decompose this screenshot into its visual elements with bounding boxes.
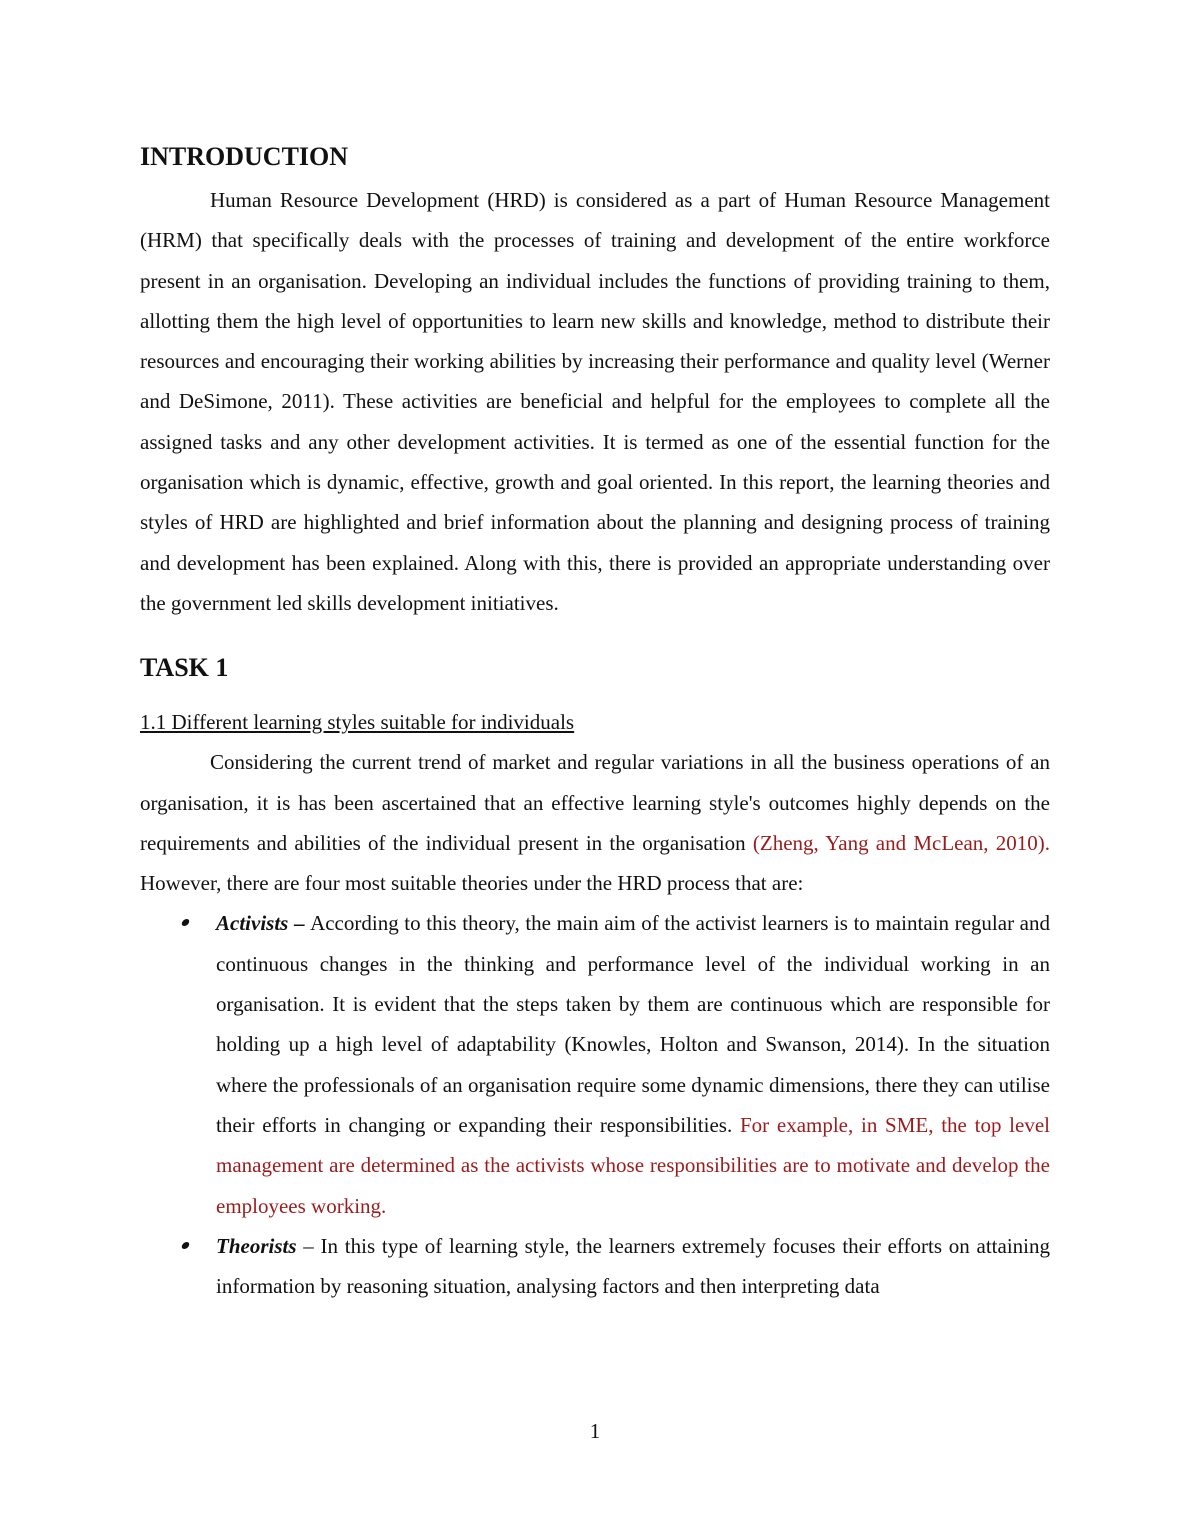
paragraph-text-after-citation: However, there are four most suitable theories under the HRD process that are: [140, 871, 804, 896]
page-number: 1 [589, 1419, 601, 1443]
theorists-description: In this type of learning style, the learners extremely focuses their efforts on attaining information by reasoning situation, analysing factors and then interpreting data [216, 1233, 1051, 1299]
introduction-paragraph: Human Resource Development (HRD) is considered as a part of Human Resource Management (HRM) that specifically deals with the processes of training and development of the entire workforce present in an organisation. Developing an individual includes the functions of providing training to them, allotting them the high level of opportunities to learn new skills and knowledge, method to distribute their resources and encouraging their working abilities by increasing their performance and quality level (Werner and DeSimone, 2011). These activities are beneficial and helpful for the employees to complete all the assigned tasks and any other development activities. It is termed as one of the essential function for the organisation which is dynamic, effective, growth and goal oriented. In this report, the learning theories and styles of HRD are highlighted and brief information about the planning and designing process of training and development has been explained. Along with this, there is provided an appropriate understanding over the government led skills development initiatives. [140, 188, 1050, 615]
activists-example: For example, in SME, the top level management are determined as the activists whose responsibilities are to motivate and develop the employees working. [216, 1112, 1050, 1218]
learning-styles-list [140, 903, 1050, 1306]
term-activists: Activists [216, 911, 289, 936]
bullet-icon [181, 919, 191, 926]
paragraph-text-before-citation: Considering the current trend of market and regular variations in all the business operations of an organisation, it is has been ascertained that an effective learning style's outcomes highly depends on the requirements and abilities of the individual present in the organisation [140, 750, 1050, 855]
activists-description: According to this theory, the main aim of the activist learners is to maintain regular and continuous changes in the thinking and performance level of the individual working in an organisation. It is evident that the steps taken by them are continuous which are responsible for holding up a high level of adaptability (Knowles, Holton and Swanson, 2014). In the situation where the professionals of an organisation require some dynamic dimensions, there they can utilise their efforts in changing or expanding their responsibilities. [216, 911, 1051, 1137]
page-content [140, 140, 1050, 1306]
introduction-heading: INTRODUCTION [140, 142, 349, 171]
list-item-theorists [140, 1226, 1050, 1307]
term-dash: – [288, 911, 311, 936]
bullet-icon [181, 1242, 191, 1249]
citation-zheng: (Zheng, Yang and McLean, 2010). [752, 830, 1050, 855]
task1-heading: TASK 1 [140, 653, 229, 683]
learning-styles-paragraph [140, 742, 1050, 903]
section-1-1-heading: 1.1 Different learning styles suitable for individuals [140, 710, 575, 735]
term-dash: – [296, 1233, 321, 1258]
list-item-activists [140, 903, 1050, 1225]
term-theorists: Theorists [216, 1233, 297, 1258]
